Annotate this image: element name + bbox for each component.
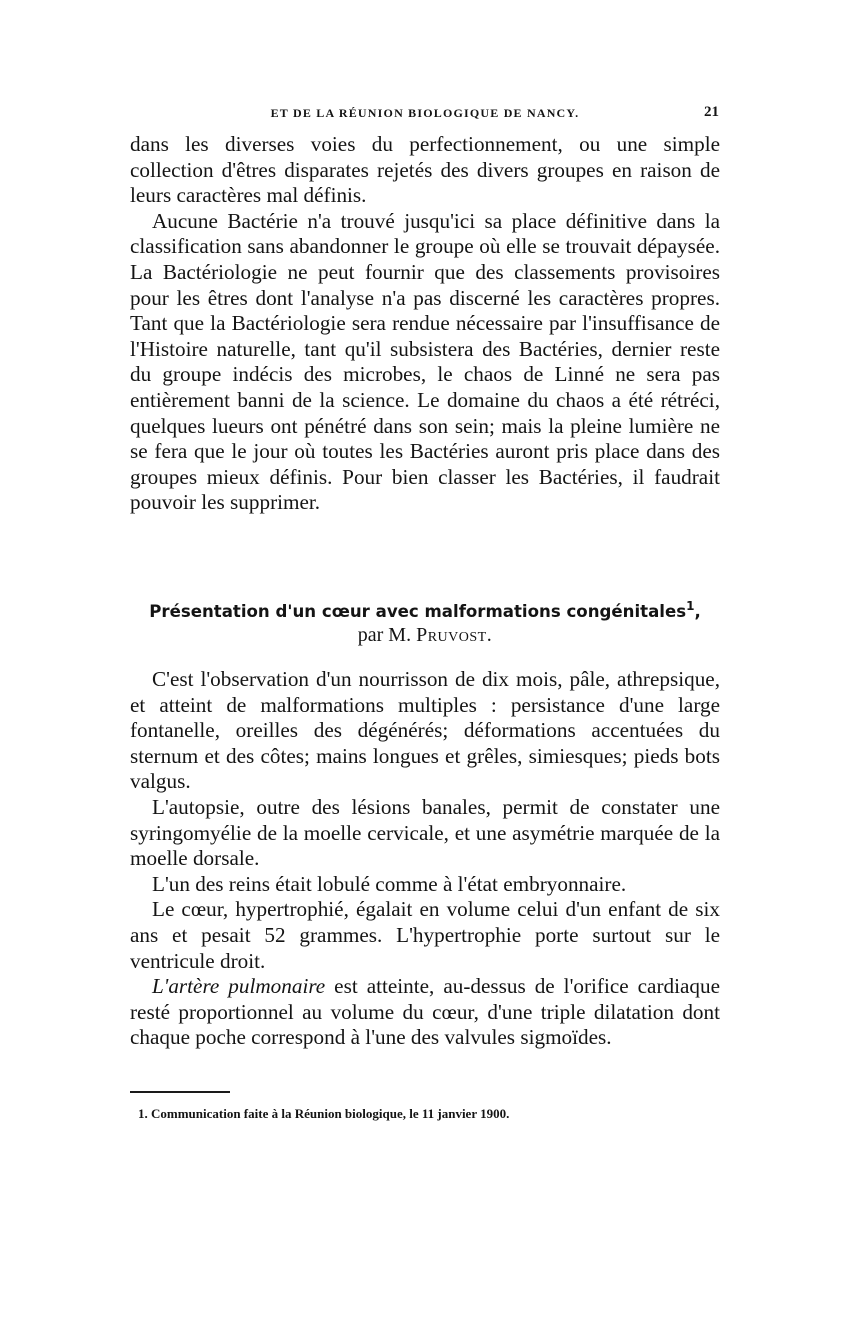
byline	[130, 623, 720, 647]
paragraph: L'autopsie, outre des lésions banales, permit de constater une syringomyélie de la moelle cervicale, et une asymétrie marquée de la moelle dorsale.	[130, 794, 720, 871]
footnote-text: Communication faite à la Réunion biologique, le 11 janvier 1900.	[151, 1106, 510, 1121]
paragraph: Aucune Bactérie n'a trouvé jusqu'ici sa place définitive dans la classification sans abandonner le groupe où elle se trouvait dépaysée. La Bactériologie ne peut fournir que des classements provisoires pour les êtres dont l'analyse n'a pas discerné les caractères propres. Tant que la Bactériologie sera rendue nécessaire par l'insuffisance de l'Histoire naturelle, tant qu'il subsistera des Bactéries, dernier reste du groupe indécis des microbes, le chaos de Linné ne sera pas entièrement banni de la science. Le domaine du chaos a été rétréci, quelques lueurs ont pénétré dans son sein; mais la pleine lumière ne se fera que le jour où toutes les Bactéries auront pris place dans des groupes mieux définis. Pour bien classer les Bactéries, il faudrait pouvoir les supprimer.	[130, 208, 720, 515]
running-head: ET DE LA RÉUNION BIOLOGIQUE DE NANCY.	[270, 106, 580, 120]
byline-prefix: par M.	[357, 624, 412, 646]
article-title-text: Présentation d'un cœur avec malformations congénitales	[149, 602, 687, 621]
paragraph: L'un des reins était lobulé comme à l'état embryonnaire.	[152, 871, 627, 896]
footnote-marker: 1.	[138, 1106, 148, 1121]
author-name: Pruvost.	[416, 624, 493, 646]
paragraph	[130, 974, 720, 1051]
footnote-rule	[130, 1091, 230, 1093]
article-title: Présentation d'un cœur avec malformations congénitales$^1$,	[149, 599, 701, 621]
footnote-reference: 1	[686, 599, 695, 613]
paragraph: C'est l'observation d'un nourrisson de dix mois, pâle, athrepsique, et atteint de malformations multiples : persistance d'une large fontanelle, oreilles des dégénérés; déformations accentuées du sternum et des côtes; mains longues et grêles, simiesques; pieds bots valgus.	[130, 667, 720, 794]
paragraph-text: est atteinte, au-dessus de l'orifice cardiaque resté proportionnel au volume du cœur, d'une triple dilatation dont chaque poche correspond à l'une des valvules sigmoïdes.	[130, 974, 720, 1050]
footnote	[138, 1105, 718, 1123]
previous-article-text	[130, 132, 720, 516]
italic-term: L'artère pulmonaire	[152, 974, 326, 999]
article-body	[130, 667, 720, 1051]
paragraph: Le cœur, hypertrophié, égalait en volume celui d'un enfant de six ans et pesait 52 grammes. L'hypertrophie porte surtout sur le ventricule droit.	[130, 897, 720, 973]
page-number: 21	[704, 104, 719, 120]
paragraph: dans les diverses voies du perfectionnement, ou une simple collection d'êtres disparates rejetés des divers groupes en raison de leurs caractères mal définis.	[130, 132, 720, 208]
